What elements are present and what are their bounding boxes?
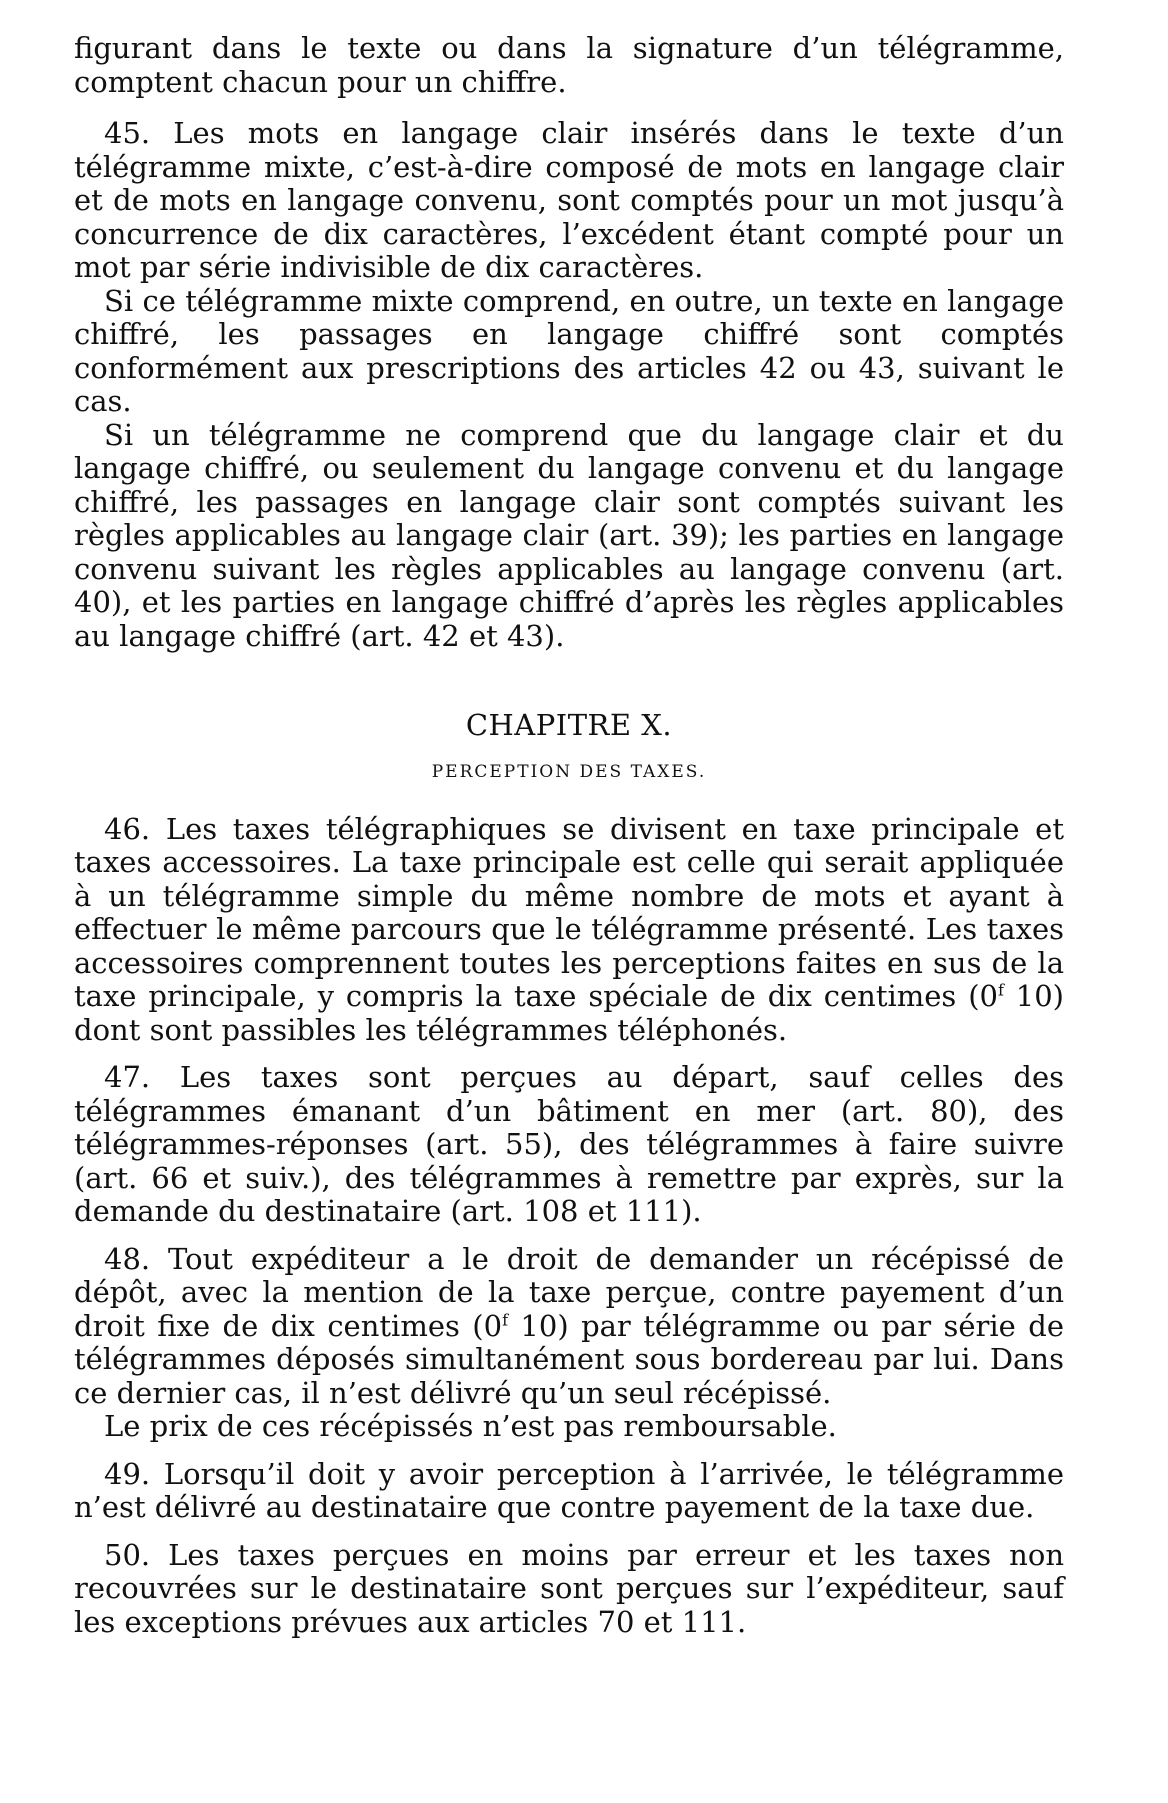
article-50: 50. Les taxes perçues en moins par erreur et les taxes non recouvrées sur le destinataire sont perçues sur l’expéditeur, sauf les exceptions prévues aux articles 70 et 111. <box>74 1537 1064 1639</box>
paragraph-continuation: figurant dans le texte ou dans la signature d’un télégramme, comptent chacun pour un chiffre. <box>74 31 1064 99</box>
article-48-receipt-note: Le prix de ces récépissés n’est pas remboursable. <box>104 1409 837 1443</box>
article-45-clear-cipher: Si un télégramme ne comprend que du langage clair et du langage chiffré, ou seulement du langage convenu et du langage chiffré, les passages en langage clair sont comptés suivant les règles applicables au langage clair (art. 39); les parties en langage convenu suivant les règles applicables au langage convenu (art. 40), et les parties en langage chiffré d’après les règles applicables au langage chiffré (art. 42 et 43). <box>74 417 1064 653</box>
chapter-heading: CHAPITRE X. <box>465 708 673 742</box>
document-page <box>74 32 1064 1639</box>
article-45: 45. Les mots en langage clair insérés dans le texte d’un télégramme mixte, c’est-à-dire composé de mots en langage clair et de mots en langage convenu, sont comptés pour un mot jusqu’à concurrence de dix caractères, l’excédent étant compté pour un mot par série indivisible de dix caractères. <box>74 116 1064 284</box>
article-48-text: 48. Tout expéditeur a le droit de demander un récépissé de dépôt, avec la mention de la taxe perçue, contre payement d’un droit fixe de dix centimes (0 <box>74 1241 1064 1343</box>
franc-superscript: f <box>997 980 1004 1000</box>
article-46 <box>74 813 1064 1048</box>
article-49: 49. Lorsqu’il doit y avoir perception à l’arrivée, le télégramme n’est délivré au destinataire que contre payement de la taxe due. <box>74 1456 1064 1524</box>
article-45-mixed-cipher: Si ce télégramme mixte comprend, en outre, un texte en langage chiffré, les passages en langage chiffré sont comptés conformément aux prescriptions des articles 42 ou 43, suivant le cas. <box>74 283 1064 418</box>
article-46-text-end: 10) dont sont passibles les télégrammes téléphonés. <box>74 979 1064 1047</box>
article-48 <box>74 1243 1064 1411</box>
section-title: PERCEPTION DES TAXES. <box>431 761 707 782</box>
article-48-text-end: 10) par télégramme ou par série de télégrammes déposés simultanément sous bordereau par lui. Dans ce dernier cas, il n’est délivré qu’un seul récépissé. <box>74 1308 1064 1410</box>
article-46-text: 46. Les taxes télégraphiques se divisent en taxe principale et taxes accessoires. La taxe principale est celle qui serait appliquée à un télégramme simple du même nombre de mots et ayant à effectuer le même parcours que le télégramme présenté. Les taxes accessoires comprennent toutes les perceptions faites en sus de la taxe principale, y compris la taxe spéciale de dix centimes (0 <box>74 811 1064 1013</box>
article-47: 47. Les taxes sont perçues au départ, sauf celles des télégrammes émanant d’un bâtiment en mer (art. 80), des télégrammes-réponses (art. 55), des télégrammes à faire suivre (art. 66 et suiv.), des télégrammes à remettre par exprès, sur la demande du destinataire (art. 108 et 111). <box>74 1060 1064 1228</box>
franc-superscript: f <box>502 1309 508 1329</box>
